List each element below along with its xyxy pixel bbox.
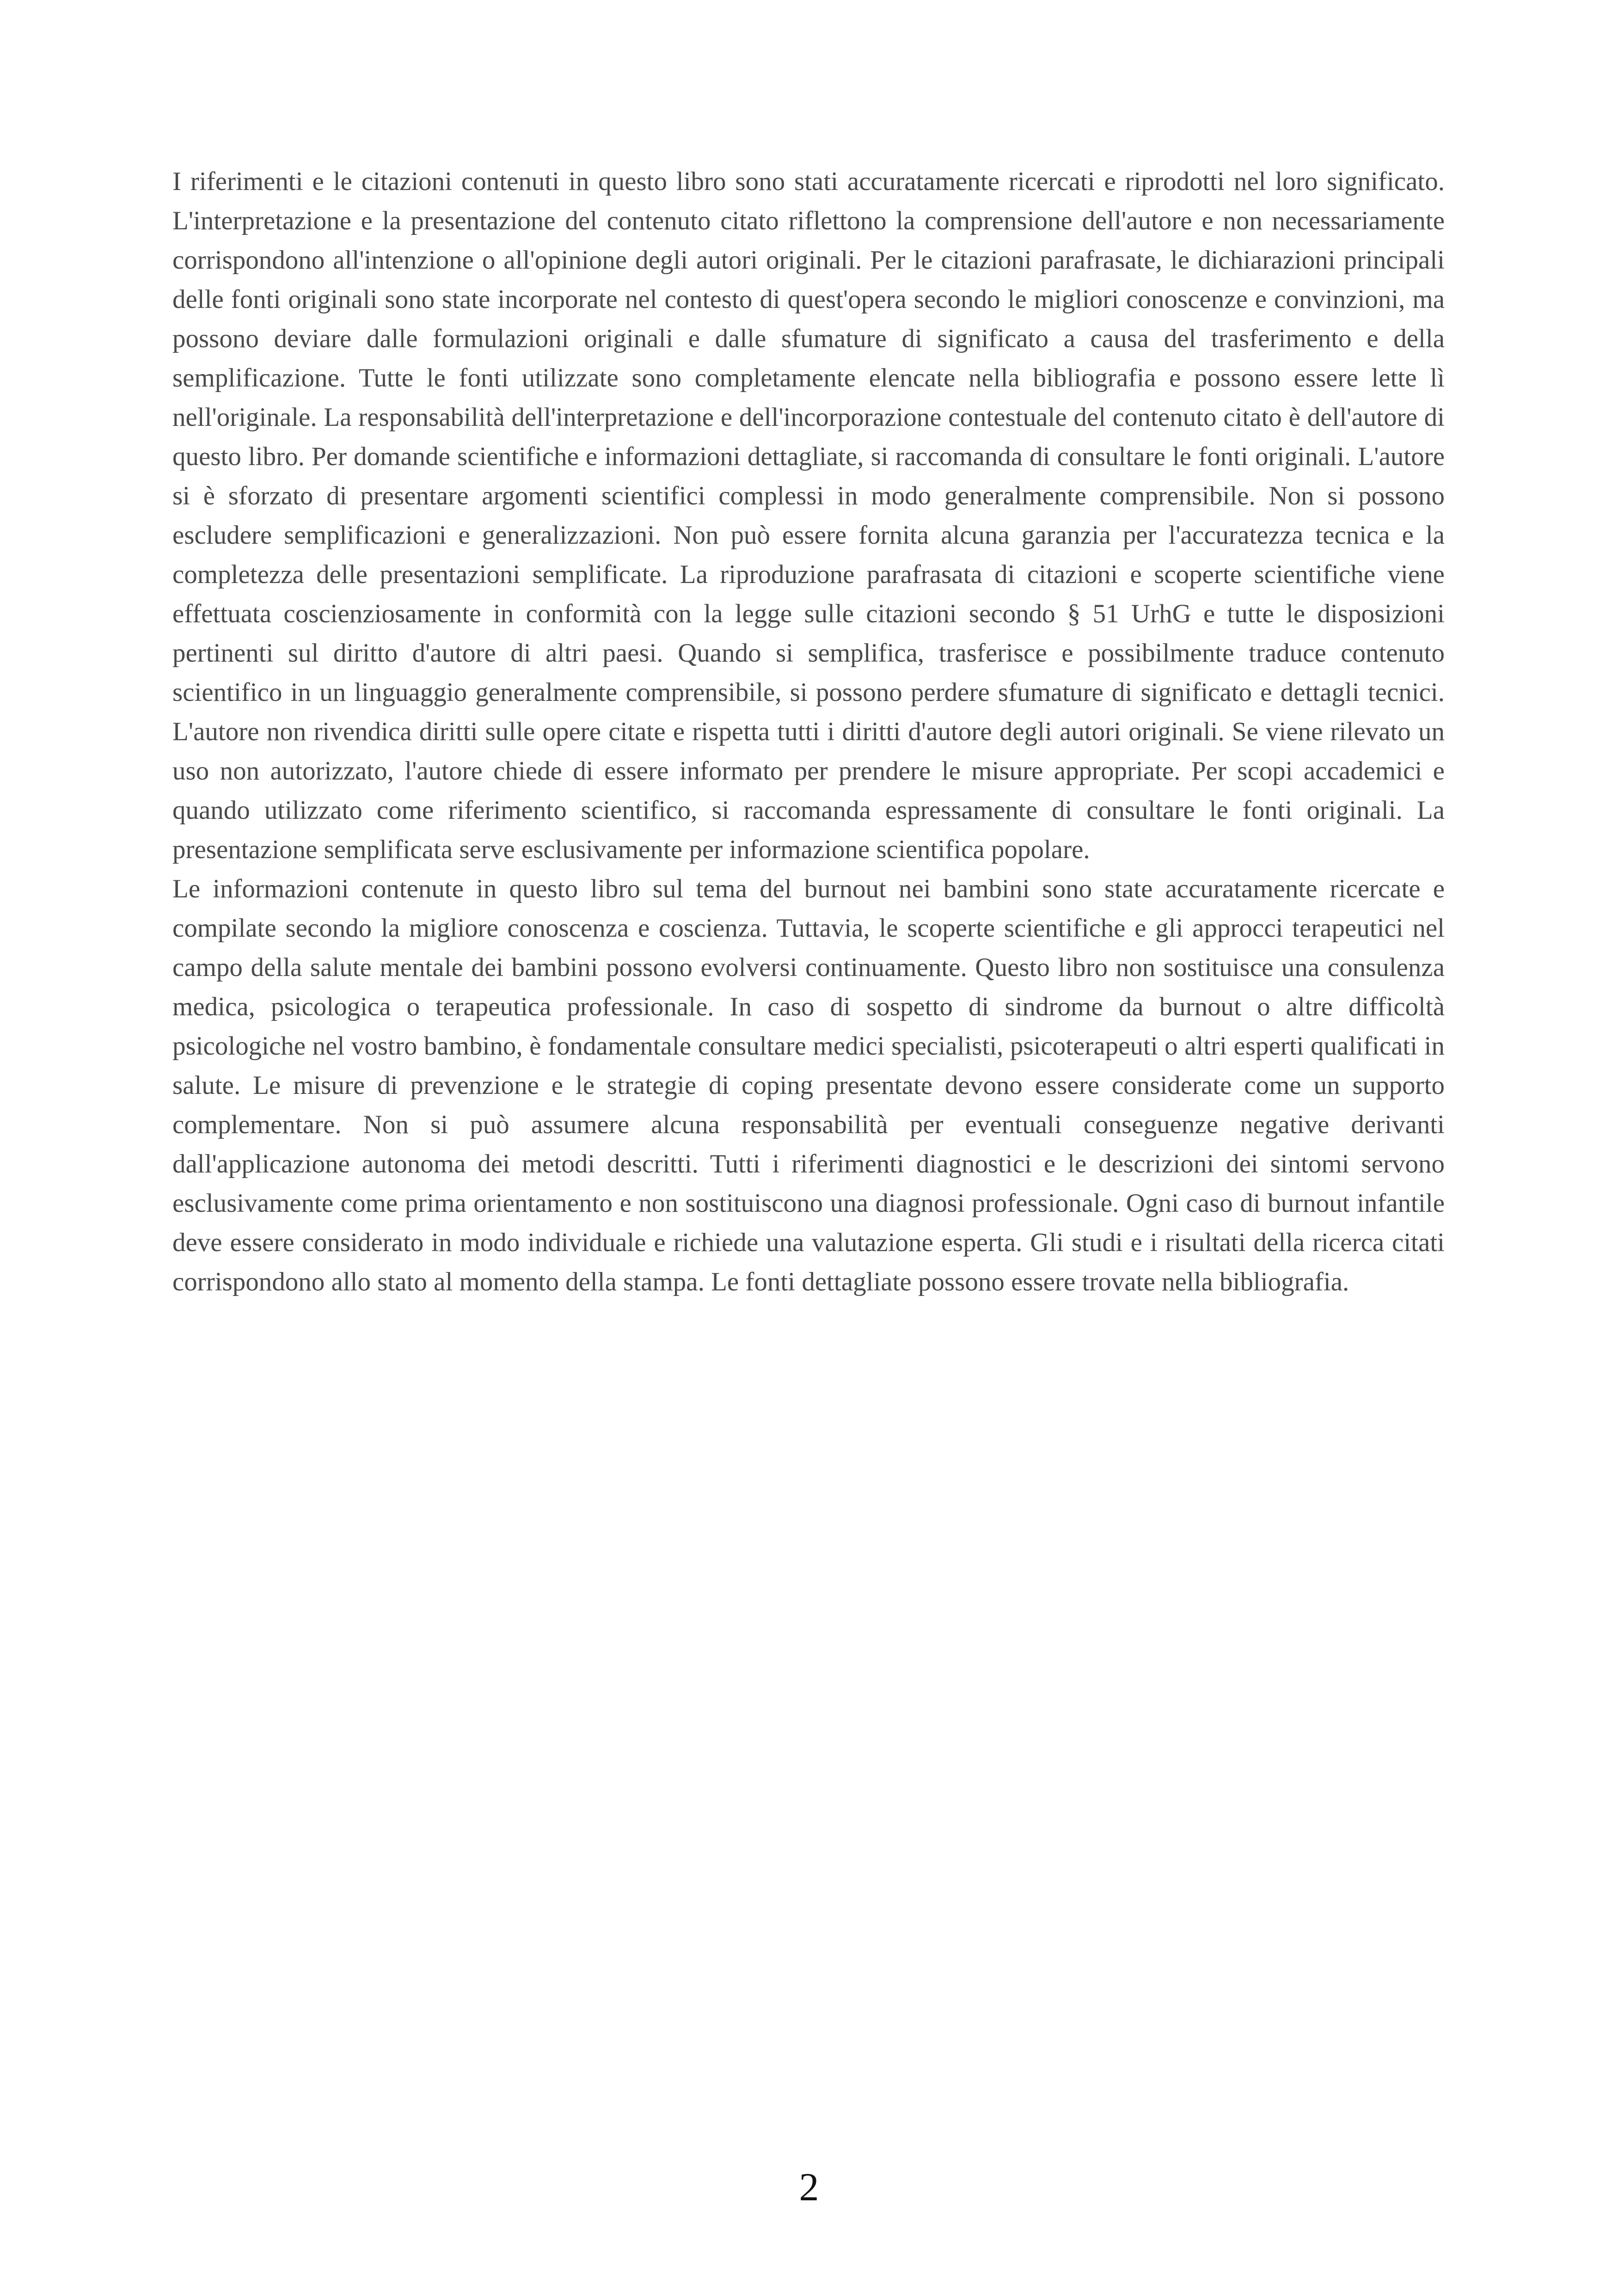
page-number: 2 <box>799 2165 819 2209</box>
paragraph-medical-disclaimer: Le informazioni contenute in questo libro sul tema del burnout nei bambini sono state accuratamente ricercate e compilate secondo la migliore conoscenza e coscienza. Tuttavia, le scoperte scientifiche e gli approcci terapeutici nel campo della salute mentale dei bambini possono evolversi continuamente. Questo libro non sostituisce una consulenza medica, psicologica o terapeutica professionale. In caso di sospetto di sindrome da burnout o altre difficoltà psicologiche nel vostro bambino, è fondamentale consultare medici specialisti, psicoterapeuti o altri esperti qualificati in salute. Le misure di prevenzione e le strategie di coping presentate devono essere considerate come un supporto complementare. Non si può assumere alcuna responsabilità per eventuali conseguenze negative derivanti dall'applicazione autonoma dei metodi descritti. Tutti i riferimenti diagnostici e le descrizioni dei sintomi servono esclusivamente come prima orientamento e non sostituiscono una diagnosi professionale. Ogni caso di burnout infantile deve essere considerato in modo individuale e richiede una valutazione esperta. Gli studi e i risultati della ricerca citati corrispondono allo stato al momento della stampa. Le fonti dettagliate possono essere trovate nella bibliografia. <box>172 874 1445 1296</box>
paragraph-citations-disclaimer: I riferimenti e le citazioni contenuti in questo libro sono stati accuratamente ricercati e riprodotti nel loro significato. L'interpretazione e la presentazione del contenuto citato riflettono la comprensione dell'autore e non necessariamente corrispondono all'intenzione o all'opinione degli autori originali. Per le citazioni parafrasate, le dichiarazioni principali delle fonti originali sono state incorporate nel contesto di quest'opera secondo le migliori conoscenze e convinzioni, ma possono deviare dalle formulazioni originali e dalle sfumature di significato a causa del trasferimento e della semplificazione. Tutte le fonti utilizzate sono completamente elencate nella bibliografia e possono essere lette lì nell'originale. La responsabilità dell'interpretazione e dell'incorporazione contestuale del contenuto citato è dell'autore di questo libro. Per domande scientifiche e informazioni dettagliate, si raccomanda di consultare le fonti originali. L'autore si è sforzato di presentare argomenti scientifici complessi in modo generalmente comprensibile. Non si possono escludere semplificazioni e generalizzazioni. Non può essere fornita alcuna garanzia per l'accuratezza tecnica e la completezza delle presentazioni semplificate. La riproduzione parafrasata di citazioni e scoperte scientifiche viene effettuata coscienziosamente in conformità con la legge sulle citazioni secondo § 51 UrhG e tutte le disposizioni pertinenti sul diritto d'autore di altri paesi. Quando si semplifica, trasferisce e possibilmente traduce contenuto scientifico in un linguaggio generalmente comprensibile, si possono perdere sfumature di significato e dettagli tecnici. L'autore non rivendica diritti sulle opere citate e rispetta tutti i diritti d'autore degli autori originali. Se viene rilevato un uso non autorizzato, l'autore chiede di essere informato per prendere le misure appropriate. Per scopi accademici e quando utilizzato come riferimento scientifico, si raccomanda espressamente di consultare le fonti originali. La presentazione semplificata serve esclusivamente per informazione scientifica popolare. <box>172 167 1445 864</box>
body-text <box>172 162 1445 1301</box>
